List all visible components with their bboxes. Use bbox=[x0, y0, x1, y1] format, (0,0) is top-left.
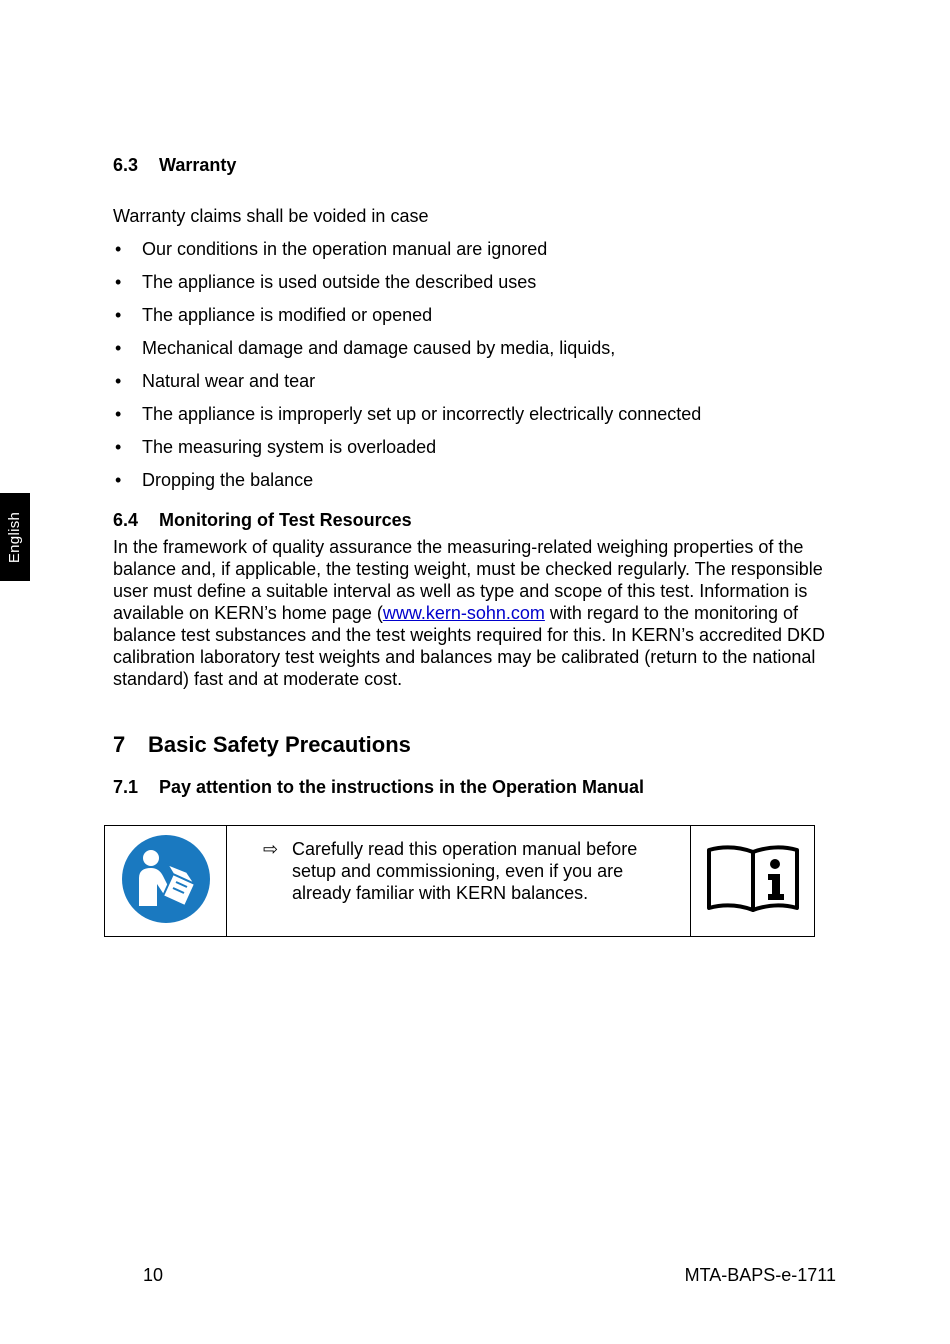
notice-right-cell bbox=[691, 826, 815, 937]
list-item: • Our conditions in the operation manual are ignored bbox=[113, 238, 701, 271]
notice-text: Carefully read this operation manual before setup and commissioning, even if you are already familiar with KERN balances. bbox=[292, 839, 638, 903]
warranty-intro: Warranty claims shall be voided in case bbox=[113, 206, 429, 226]
monitoring-paragraph bbox=[113, 536, 853, 690]
kern-website-link[interactable]: www.kern-sohn.com bbox=[382, 603, 545, 623]
list-item: • The measuring system is overloaded bbox=[113, 436, 701, 469]
monitoring-text-before: In the framework of quality assurance the measuring-related weighing properties of the balance and, if applicable, the testing weight, must be checked regularly. The responsible user must define a suitable interval as well as type and scope of this test. Information is available on KERN’s home page ( bbox=[113, 537, 823, 623]
notice-left-cell bbox=[105, 826, 227, 937]
list-item: • The appliance is modified or opened bbox=[113, 304, 701, 337]
read-manual-icon bbox=[121, 834, 211, 924]
section-title: Monitoring of Test Resources bbox=[159, 510, 412, 530]
chapter-title: Basic Safety Precautions bbox=[148, 732, 411, 757]
list-item: • The appliance is improperly set up or incorrectly electrically connected bbox=[113, 403, 701, 436]
page-number: 10 bbox=[143, 1265, 164, 1285]
section-number: 6.4 bbox=[113, 510, 139, 530]
chapter-7-heading bbox=[113, 732, 411, 758]
warranty-list bbox=[113, 238, 701, 502]
arrow-right-icon: ⇨ bbox=[263, 839, 279, 859]
section-6-3-heading bbox=[113, 155, 236, 176]
notice-text-cell bbox=[227, 826, 691, 937]
language-tab-label: English bbox=[6, 511, 24, 563]
section-title: Warranty bbox=[159, 155, 237, 175]
section-6-4-heading bbox=[113, 510, 412, 531]
section-title: Pay attention to the instructions in the Operation Manual bbox=[159, 777, 645, 797]
info-book-icon bbox=[705, 844, 801, 914]
language-tab bbox=[0, 493, 30, 581]
chapter-number: 7 bbox=[113, 732, 126, 757]
manual-notice-table bbox=[104, 825, 815, 937]
monitoring-text-after: with regard to the monitoring of balance test substances and the test weights required for this. In KERN’s accredited DKD calibration laboratory test weights and balances may be calibrated (return to the national standard) fast and at moderate cost. bbox=[113, 603, 826, 689]
list-item: • The appliance is used outside the described uses bbox=[113, 271, 701, 304]
list-item: • Dropping the balance bbox=[113, 469, 701, 502]
list-item: • Mechanical damage and damage caused by media, liquids, bbox=[113, 337, 701, 370]
section-number: 6.3 bbox=[113, 155, 139, 175]
section-number: 7.1 bbox=[113, 777, 139, 797]
section-7-1-heading bbox=[113, 777, 644, 798]
document-id: MTA-BAPS-e-1711 bbox=[684, 1265, 836, 1285]
list-item: • Natural wear and tear bbox=[113, 370, 701, 403]
